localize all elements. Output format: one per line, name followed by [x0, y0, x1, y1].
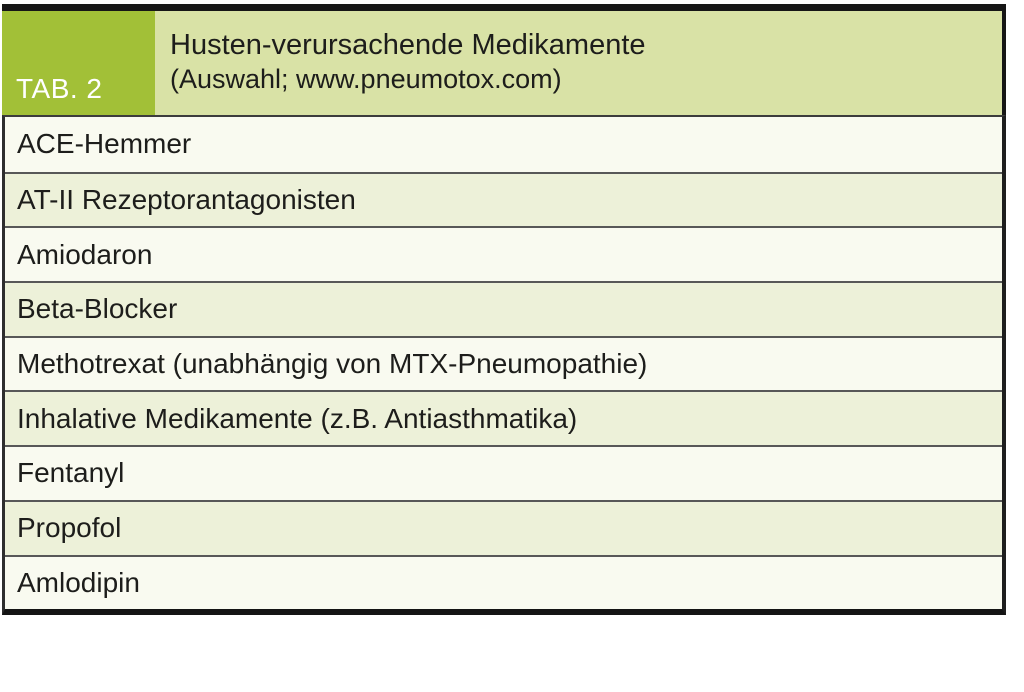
table-title: Husten-verursachende Medikamente	[170, 29, 646, 61]
table-body	[2, 115, 1006, 615]
table-row: Fentanyl	[5, 445, 1002, 500]
table-row: Amiodaron	[5, 226, 1002, 281]
table-row: ACE-Hemmer	[5, 117, 1002, 172]
table-row: Methotrexat (unabhängig von MTX-Pneumopathie)	[5, 336, 1002, 391]
drug-table	[2, 4, 1006, 615]
table-title-cell	[155, 11, 1006, 115]
table-number-cell	[2, 11, 155, 115]
table-subtitle: (Auswahl; www.pneumotox.com)	[170, 64, 562, 95]
table-top-border	[2, 4, 1006, 11]
table-row: Propofol	[5, 500, 1002, 555]
table-header	[2, 11, 1006, 115]
table-number-label: TAB. 2	[16, 73, 103, 104]
table-row: Beta-Blocker	[5, 281, 1002, 336]
table-row: Amlodipin	[5, 555, 1002, 610]
table-row: Inhalative Medikamente (z.B. Antiasthmatika)	[5, 390, 1002, 445]
table-row: AT-II Rezeptorantagonisten	[5, 172, 1002, 227]
